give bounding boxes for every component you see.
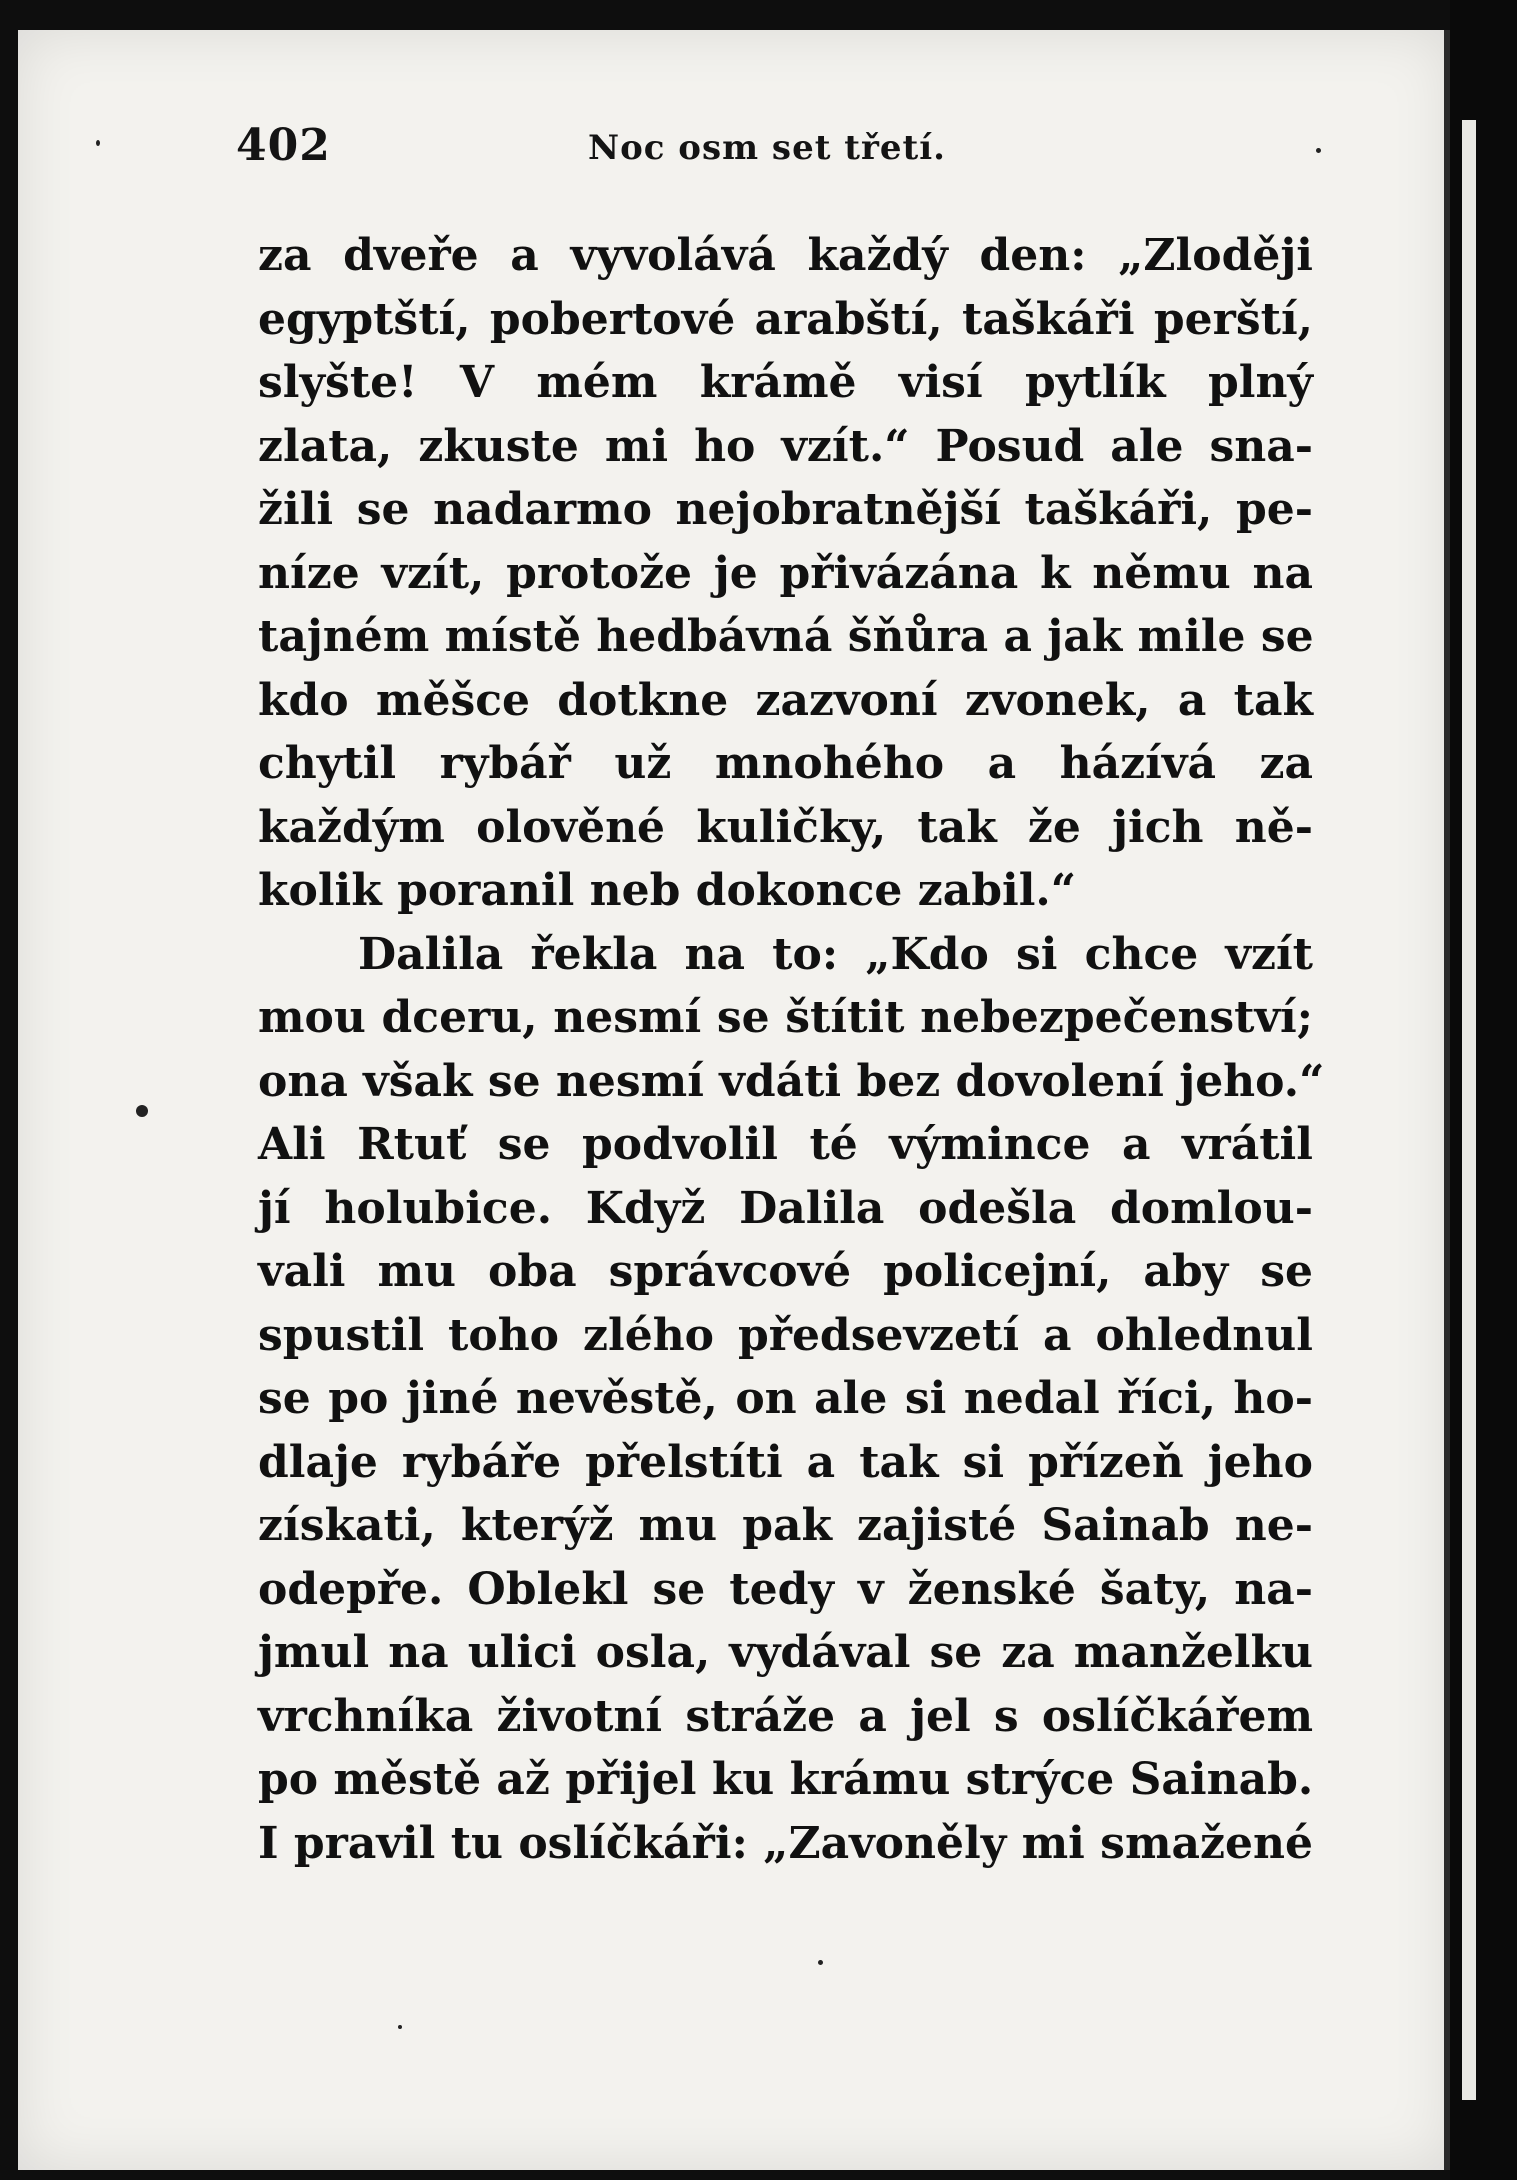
text-line: Ali Rtuť se podvolil té výmince a vrátil <box>258 1119 1313 1170</box>
running-title: Noc osm set třetí. <box>588 128 946 168</box>
text-line: dlaje rybáře přelstíti a tak si přízeň jeho <box>258 1436 1313 1488</box>
text-line: jmul na ulici osla, vydával se za manželku <box>258 1627 1313 1678</box>
page-number: 402 <box>236 120 331 171</box>
text-line: každým olověné kuličky, tak že jich ně- <box>258 801 1313 853</box>
text-line: kdo měšce dotkne zazvoní zvonek, a tak <box>258 674 1313 726</box>
text-line: za dveře a vyvolává každý den: „Zloději <box>258 230 1313 281</box>
text-line: chytil rybář už mnohého a házívá za <box>258 738 1313 789</box>
text-line: kolik poranil neb dokonce zabil.“ <box>258 865 1077 916</box>
text-line: slyšte! V mém krámě visí pytlík plný <box>258 357 1313 408</box>
paragraph-2 <box>258 923 1325 1876</box>
text-line: Dalila řekla na to: „Kdo si chce vzít <box>358 928 1313 980</box>
text-line: zlata, zkuste mi ho vzít.“ Posud ale sna- <box>258 420 1313 472</box>
text-line: ona však se nesmí vdáti bez dovolení jeho.“ <box>258 1055 1325 1107</box>
text-line: získati, kterýž mu pak zajisté Sainab ne- <box>258 1500 1313 1551</box>
text-line: níze vzít, protože je přivázána k němu na <box>258 547 1313 599</box>
running-head <box>218 120 1318 180</box>
text-line: po městě až přijel ku krámu strýce Sainab. <box>258 1754 1314 1805</box>
text-line: mou dceru, nesmí se štítit nebezpečenství; <box>258 992 1313 1043</box>
text-line: vrchníka životní stráže a jel s oslíčkářem <box>258 1690 1313 1742</box>
text-line: tajném místě hedbávná šňůra a jak mile se <box>258 611 1314 662</box>
text-line: žili se nadarmo nejobratnější taškáři, pe- <box>258 484 1313 535</box>
paragraph-1 <box>258 224 1313 923</box>
paper-speck <box>136 1105 148 1117</box>
paper-speck <box>398 2025 402 2029</box>
paper-speck <box>818 1960 823 1965</box>
text-line: vali mu oba správcové policejní, aby se <box>258 1246 1313 1297</box>
text-line: odepře. Oblekl se tedy v ženské šaty, na- <box>258 1563 1313 1615</box>
text-line: jí holubice. Když Dalila odešla domlou- <box>258 1182 1313 1234</box>
text-line: I pravil tu oslíčkáři: „Zavoněly mi smažené <box>258 1817 1313 1869</box>
scan-edge-dark <box>1450 0 1517 2180</box>
text-line: egyptští, pobertové arabští, taškáři perští, <box>258 293 1313 345</box>
text-line: se po jiné nevěstě, on ale si nedal říci, ho- <box>258 1373 1313 1424</box>
body-text <box>258 224 1325 1875</box>
paper-speck <box>96 140 100 146</box>
adjacent-page-edge <box>1462 120 1476 2100</box>
text-line: spustil toho zlého předsevzetí a ohlednul <box>258 1309 1313 1361</box>
